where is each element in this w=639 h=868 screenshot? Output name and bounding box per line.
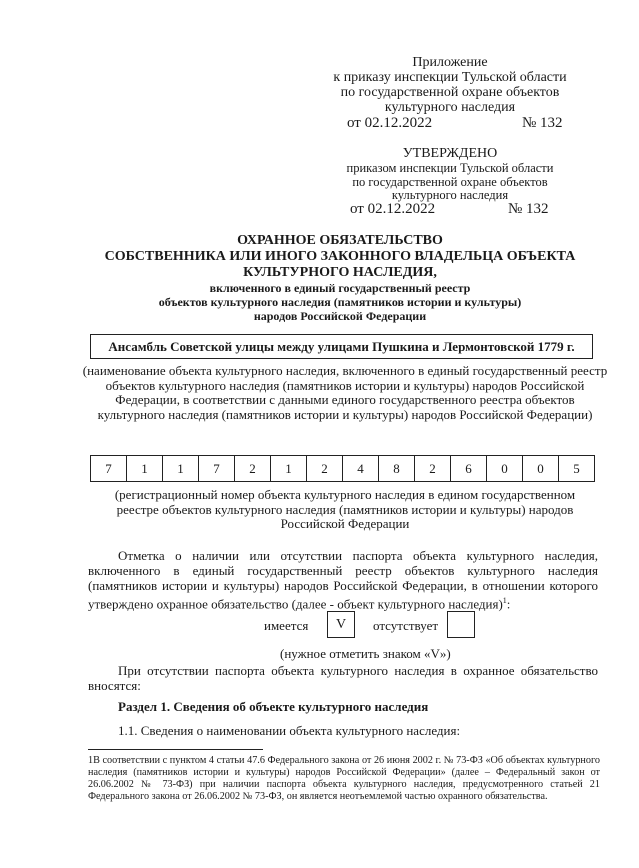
registration-digit: 0 bbox=[487, 456, 523, 481]
registration-digit: 1 bbox=[163, 456, 199, 481]
registration-digit: 2 bbox=[307, 456, 343, 481]
footnote-divider bbox=[88, 749, 263, 750]
registration-digit: 1 bbox=[127, 456, 163, 481]
approved-heading: УТВЕРЖДЕНО bbox=[402, 146, 498, 161]
appendix-line: к приказу инспекции Тульской области bbox=[333, 70, 567, 85]
passport-paragraph-text: Отметка о наличии или отсутствии паспорта объекта культурного наследия, включенного в единый государственный реестр объектов культурного наследия (памятников истории и культуры) народов Российской Федерации, в отношении которого утверждено охранное обязательство (далее - объект культурного наследия) bbox=[88, 548, 598, 612]
registration-digit: 4 bbox=[343, 456, 379, 481]
registration-digit: 1 bbox=[271, 456, 307, 481]
footnote-ref: 1 bbox=[502, 596, 507, 605]
registration-digit: 0 bbox=[523, 456, 559, 481]
passport-hint: (нужное отметить знаком «V») bbox=[280, 646, 451, 661]
title-line: включенного в единый государственный реестр bbox=[209, 281, 471, 295]
registration-caption: (регистрационный номер объекта культурного наследия в едином государственном реестре объектов культурного наследия (памятников истории и культуры) народов Российской Федерации bbox=[114, 487, 576, 531]
appendix-line: Приложение bbox=[412, 55, 488, 70]
approved-date: от 02.12.2022 bbox=[350, 201, 436, 217]
title-line: народов Российской Федерации bbox=[253, 309, 427, 323]
approved-number: № 132 bbox=[508, 201, 549, 217]
footnote: 1В соответствии с пунктом 4 статьи 47.6 Федерального закона от 26 июня 2002 г. № 73-ФЗ «Об объектах культурного наследия (памятников истории и культуры) народов Российской Федерации» (далее – Федеральный закон от 26.06.2002 № 73-ФЗ) при наличии паспорта объекта культурного наследия, предусмотренного статьей 21 Федерального закона от 26.06.2002 № 73-ФЗ, он является неотъемлемой частью охранного обязательства. bbox=[88, 755, 600, 802]
approved-line: по государственной охране объектов bbox=[352, 174, 548, 189]
registration-number-grid bbox=[90, 455, 595, 482]
registration-digit: 6 bbox=[451, 456, 487, 481]
absent-paragraph: При отсутствии паспорта объекта культурного наследия в охранное обязательство вносятся: bbox=[88, 663, 598, 693]
registration-digit: 2 bbox=[415, 456, 451, 481]
object-name-box: Ансамбль Советской улицы между улицами Пушкина и Лермонтовской 1779 г. bbox=[90, 334, 593, 359]
passport-present-checkbox[interactable]: V bbox=[327, 611, 355, 638]
appendix-line: культурного наследия bbox=[384, 100, 516, 115]
subsection-1-1: 1.1. Сведения о наименовании объекта культурного наследия: bbox=[118, 723, 461, 738]
section-1-title: Раздел 1. Сведения об объекте культурного наследия bbox=[118, 699, 429, 714]
passport-paragraph: Отметка о наличии или отсутствии паспорта объекта культурного наследия, включенного в единый государственный реестр объектов культурного наследия (памятников истории и культуры) народов Российской Федерации, в отношении которого утверждено охранное обязательство (далее - объект культурного наследия)$^1$: bbox=[88, 548, 598, 612]
registration-digit: 2 bbox=[235, 456, 271, 481]
registration-digit: 7 bbox=[199, 456, 235, 481]
approved-line: приказом инспекции Тульской области bbox=[346, 161, 554, 175]
title-line: объектов культурного наследия (памятников истории и культуры) bbox=[158, 295, 522, 309]
title-line: СОБСТВЕННИКА ИЛИ ИНОГО ЗАКОННОГО ВЛАДЕЛЬЦА ОБЪЕКТА bbox=[104, 249, 576, 264]
passport-absent-checkbox[interactable] bbox=[447, 611, 475, 638]
appendix-line: по государственной охране объектов bbox=[340, 85, 560, 100]
document-title bbox=[60, 233, 620, 323]
registration-digit: 5 bbox=[573, 461, 580, 476]
title-line: КУЛЬТУРНОГО НАСЛЕДИЯ, bbox=[243, 265, 437, 280]
passport-absent-label: отсутствует bbox=[373, 618, 439, 633]
approved-line: культурного наследия bbox=[391, 188, 509, 202]
appendix-date: от 02.12.2022 bbox=[347, 115, 433, 131]
registration-digit: 7 bbox=[91, 456, 127, 481]
registration-digit: 8 bbox=[379, 456, 415, 481]
object-name-caption: (наименование объекта культурного наследия, включенного в единый государственный реестр объектов культурного наследия (памятников истории и культуры) народов Российской Федерации, в соответствии с данными единого государственного реестра объектов культурного наследия (памятников истории и культуры) народов Российской Федерации) bbox=[82, 363, 608, 422]
appendix-number: № 132 bbox=[522, 115, 563, 131]
approved-block bbox=[320, 146, 580, 203]
passport-present-label: имеется bbox=[264, 618, 309, 633]
title-line: ОХРАННОЕ ОБЯЗАТЕЛЬСТВО bbox=[237, 233, 443, 248]
appendix-header bbox=[300, 55, 600, 115]
